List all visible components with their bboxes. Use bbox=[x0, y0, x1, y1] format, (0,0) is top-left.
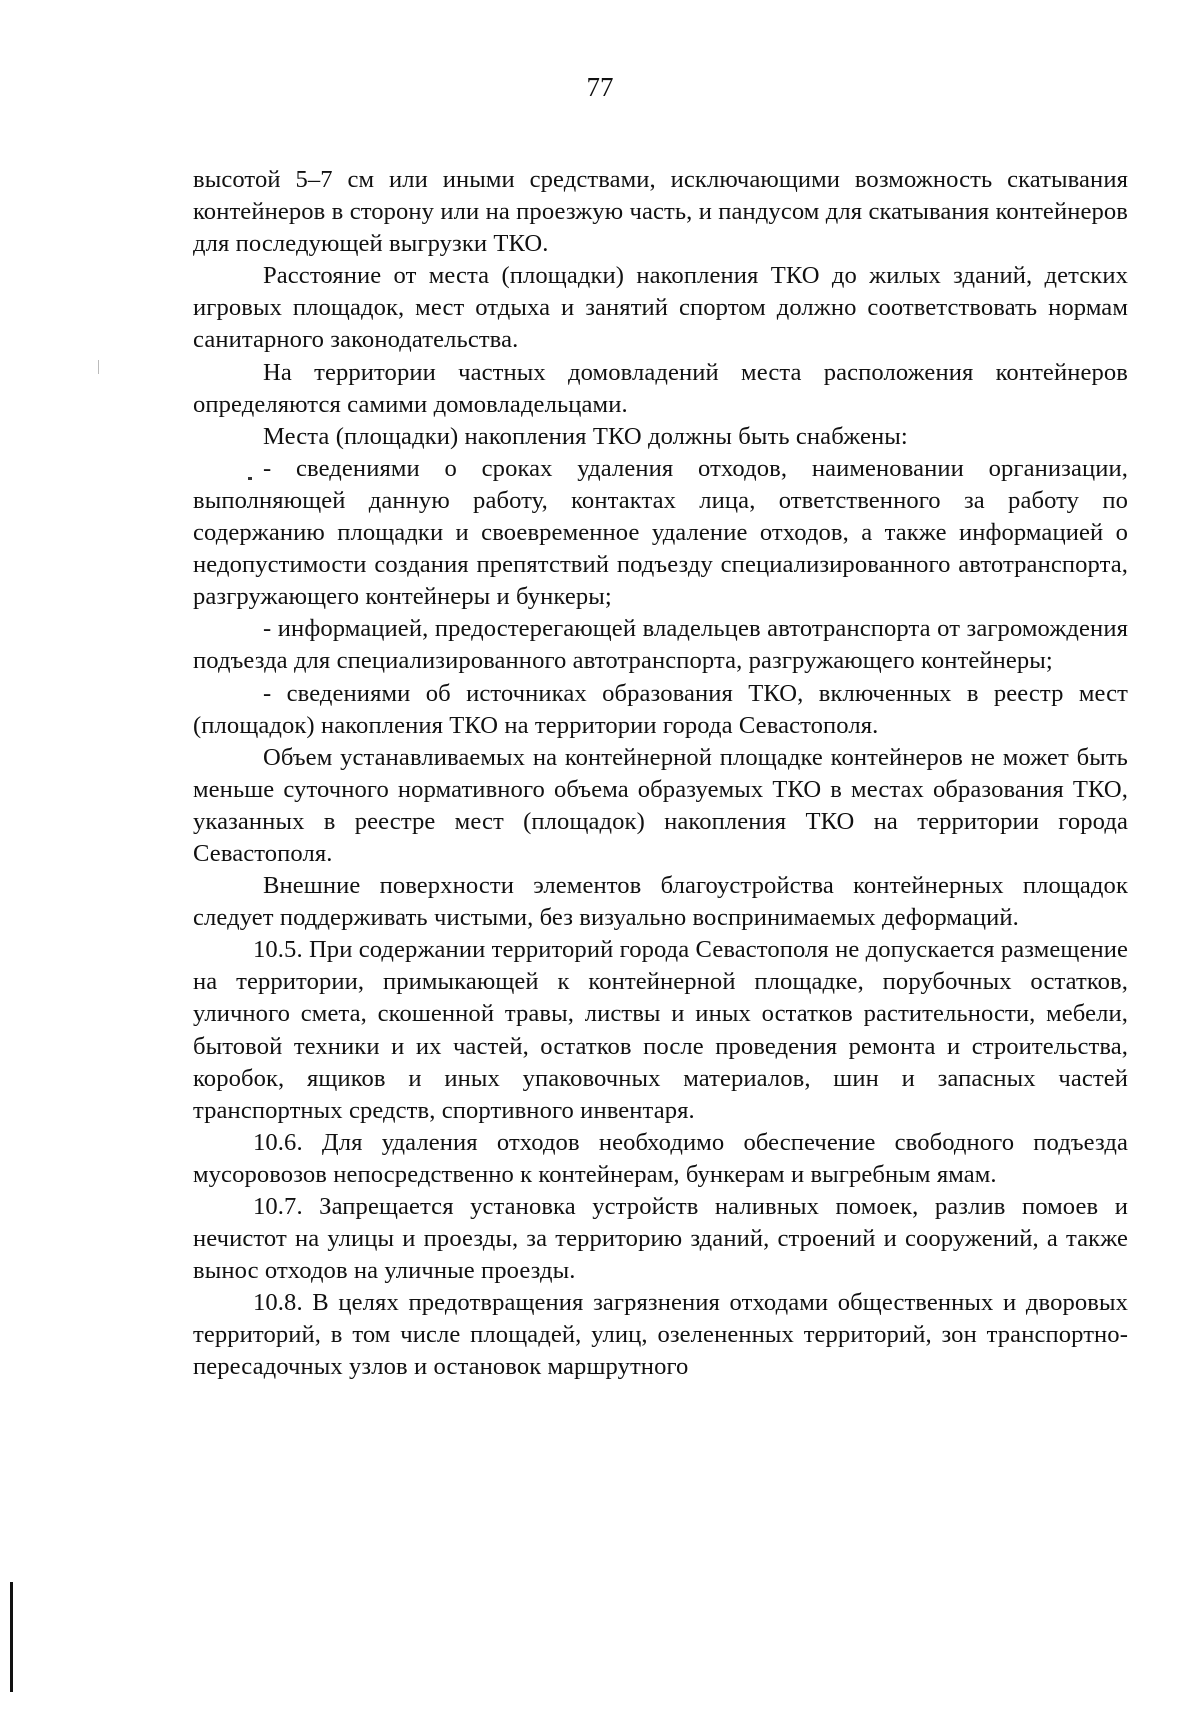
paragraph-10-6: 10.6. Для удаления отходов необходимо обеспечение свободного подъезда мусоровозов непосредственно к контейнерам, бункерам и выгребным ямам. bbox=[193, 1128, 1128, 1188]
scan-margin-bar bbox=[10, 1582, 13, 1692]
paragraph-10-7: 10.7. Запрещается установка устройств наливных помоек, разлив помоев и нечистот на улицы и проезды, за территорию зданий, строений и сооружений, а также вынос отходов на уличные проезды. bbox=[193, 1193, 1128, 1285]
paragraph-private-households: На территории частных домовладений места расположения контейнеров определяются самими домовладельцами. bbox=[193, 358, 1128, 418]
paragraph-10-8: 10.8. В целях предотвращения загрязнения отходами общественных и дворовых территорий, в том числе площадей, улиц, озелененных территорий, зон транспортно-пересадочных узлов и остановок маршрутного bbox=[193, 1289, 1128, 1381]
paragraph-10-5: 10.5. При содержании территорий города Севастополя не допускается размещение на территории, примыкающей к контейнерной площадке, порубочных остатков, уличного смета, скошенной травы, листвы и иных остатков растительности, мебели, бытовой техники и их частей, остатков после проведения ремонта и строительства, коробок, ящиков и иных упаковочных материалов, шин и запасных частей транспортных средств, спортивного инвентаря. bbox=[193, 936, 1128, 1124]
paragraph-container-volume: Объем устанавливаемых на контейнерной площадке контейнеров не может быть меньше суточного нормативного объема образуемых ТКО в местах образования ТКО, указанных в реестре мест (площадок) накопления ТКО на территории города Севастополя. bbox=[193, 743, 1128, 867]
page-number: 77 bbox=[586, 72, 614, 102]
body-text bbox=[193, 164, 1128, 1384]
paragraph-sites-equipped: Места (площадки) накопления ТКО должны быть снабжены: bbox=[263, 422, 908, 450]
list-item-removal-info: - сведениями о сроках удаления отходов, наименовании организации, выполняющей данную работу, контактах лица, ответственного за работу по содержанию площадки и своевременное удаление отходов, а также информацией о недопустимости создания препятствий подъезду специализированного автотранспорта, разгружающего контейнеры и бункеры; bbox=[193, 454, 1128, 611]
scan-speck bbox=[248, 477, 252, 480]
list-item-sources-info: - сведениями об источниках образования ТКО, включенных в реестр мест (площадок) накопления ТКО на территории города Севастополя. bbox=[193, 679, 1128, 739]
paragraph-continuation: высотой 5–7 см или иными средствами, исключающими возможность скатывания контейнеров в сторону или на проезжую часть, и пандусом для скатывания контейнеров для последующей выгрузки ТКО. bbox=[193, 166, 1128, 258]
paragraph-external-surfaces: Внешние поверхности элементов благоустройства контейнерных площадок следует поддерживать чистыми, без визуально воспринимаемых деформаций. bbox=[193, 872, 1128, 932]
list-item-warning-info: - информацией, предостерегающей владельцев автотранспорта от загромождения подъезда для специализированного автотранспорта, разгружающего контейнеры; bbox=[193, 615, 1128, 675]
scan-margin-tick bbox=[98, 360, 99, 374]
paragraph-distance-norms: Расстояние от места (площадки) накопления ТКО до жилых зданий, детских игровых площадок, мест отдыха и занятий спортом должно соответствовать нормам санитарного законодательства. bbox=[193, 262, 1128, 354]
